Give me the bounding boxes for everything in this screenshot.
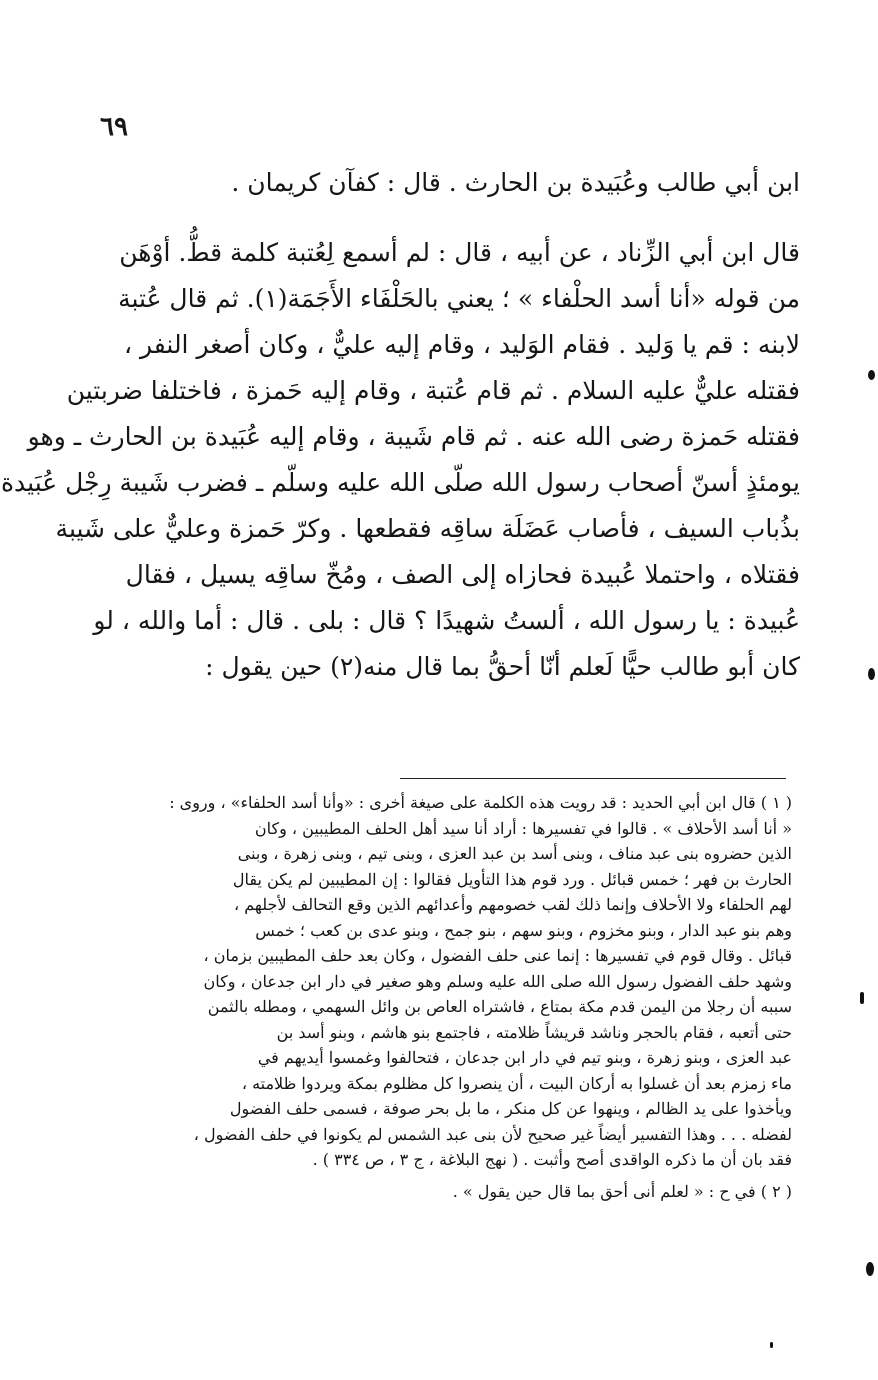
footnote-line: لهم الحلفاء ولا الأحلاف وإنما ذلك لقب خصومهم وأعدائهم الذين وقع التحالف لأجلهم ، [233, 895, 792, 914]
text-line: فقتله عليٌّ عليه السلام . ثم قام عُتبة ، وقام إليه حَمزة ، فاختلفا ضربتين [66, 376, 800, 405]
scan-speck [860, 992, 864, 1004]
footnote-line: ( ١ ) قال ابن أبي الحديد : قد رويت هذه الكلمة على صيغة أخرى : «وأنا أسد الحلفاء» ، وروى : [169, 793, 792, 812]
footnote-line: « أنا أسد الأحلاف » . قالوا في تفسيرها : أراد أنا سيد أهل الحلف المطيبين ، وكان [254, 818, 792, 838]
scan-speck [866, 1262, 874, 1276]
text-line: لابنه : قم يا وَليد . فقام الوَليد ، وقام إليه عليٌّ ، وكان أصغر النفر ، [123, 330, 800, 359]
footnote-line: فقد بان أن ما ذكره الواقدى أصح وأثبت . ( نهج البلاغة ، ج ٣ ، ص ٣٣٤ ) . [312, 1150, 792, 1169]
footnote-line: وهم بنو عبد الدار ، وبنو مخزوم ، وبنو سهم ، بنو جمح ، وبنو عدى بن كعب ؛ خمس [255, 920, 792, 940]
text-line: عُبيدة : يا رسول الله ، ألستُ شهيدًا ؟ قال : بلى . قال : أما والله ، لو [93, 606, 800, 635]
scan-speck [868, 370, 875, 380]
footnote-divider [400, 778, 786, 779]
footnote-line: عبد العزى ، وبنو زهرة ، وبنو تيم في دار ابن جدعان ، فتحالفوا وغمسوا أيديهم في [257, 1048, 792, 1067]
scan-speck [770, 1342, 773, 1348]
footnote-line: وشهد حلف الفضول رسول الله صلى الله عليه وسلم وهو صغير في دار ابن جدعان ، وكان [203, 971, 792, 991]
text-line: قال ابن أبي الزِّناد ، عن أبيه ، قال : لم أسمع لِعُتبة كلمة قطُّ. أوْهَن [119, 238, 800, 267]
footnote-line: لفضله . . . وهذا التفسير أيضاً غير صحيح لأن بنى عبد الشمس لم يكونوا في حلف الفضول ، [193, 1124, 792, 1144]
footnote-line: سببه أن رجلا من اليمن قدم مكة بمتاع ، فاشتراه العاص بن وائل السهمي ، ومطله بالثمن [207, 997, 792, 1016]
main-text [0, 160, 800, 690]
text-line: فقتلاه ، واحتملا عُبيدة فحازاه إلى الصف ، ومُخّ ساقِه يسيل ، فقال [125, 560, 800, 589]
text-line: يومئذٍ أسنّ أصحاب رسول الله صلّى الله عليه وسلّم ـ فضرب شَيبة رِجْل عُبَيدة [0, 468, 800, 497]
footnote-line: ماء زمزم بعد أن غسلوا به أركان البيت ، أن ينصروا كل مظلوم بمكة ويردوا ظلامته ، [241, 1073, 792, 1093]
footnote-line: الحارث بن فهر ؛ خمس قبائل . ورد قوم هذا التأويل فقالوا : إن المطيبين لم يكن يقال [232, 869, 792, 889]
footnote-line: ويأخذوا على يد الظالم ، وينهوا عن كل منكر ، ما بل بحر صوفة ، فسمى حلف الفضول [229, 1099, 792, 1118]
footnotes [100, 790, 792, 1204]
text-line: فقتله حَمزة رضى الله عنه . ثم قام شَيبة ، وقام إليه عُبَيدة بن الحارث ـ وهو [27, 422, 800, 451]
footnote-line: الذين حضروه بنى عبد مناف ، وبنى أسد بن عبد العزى ، وبنى تيم ، وبنى زهرة ، وبنى [237, 844, 792, 863]
footnote-line: قبائل . وقال قوم في تفسيرها : إنما عنى حلف الفضول ، وكان بعد حلف المطيبين بزمان ، [203, 946, 792, 965]
page-number: ٦٩ [100, 112, 128, 142]
text-line: كان أبو طالب حيًّا لَعلم أنّا أحقُّ بما قال منه(٢) حين يقول : [205, 652, 800, 681]
scan-speck [868, 668, 875, 680]
text-line: من قوله «أنا أسد الحلْفاء » ؛ يعني بالحَلْفَاء الأَجَمَة(١). ثم قال عُتبة [118, 284, 800, 313]
footnote-line: حتى أتعبه ، فقام بالحجر وناشد قريشاً ظلامته ، فاجتمع بنو هاشم ، وبنو أسد بن [276, 1022, 792, 1042]
text-line: بذُباب السيف ، فأصاب عَضَلَة ساقِه فقطعها . وكرّ حَمزة وعليٌّ على شَيبة [55, 514, 800, 543]
footnote-line: ( ٢ ) في ح : « لعلم أنى أحق بما قال حين يقول » . [452, 1181, 792, 1201]
text-line: ابن أبي طالب وعُبَيدة بن الحارث . قال : كفآن كريمان . [231, 168, 800, 197]
